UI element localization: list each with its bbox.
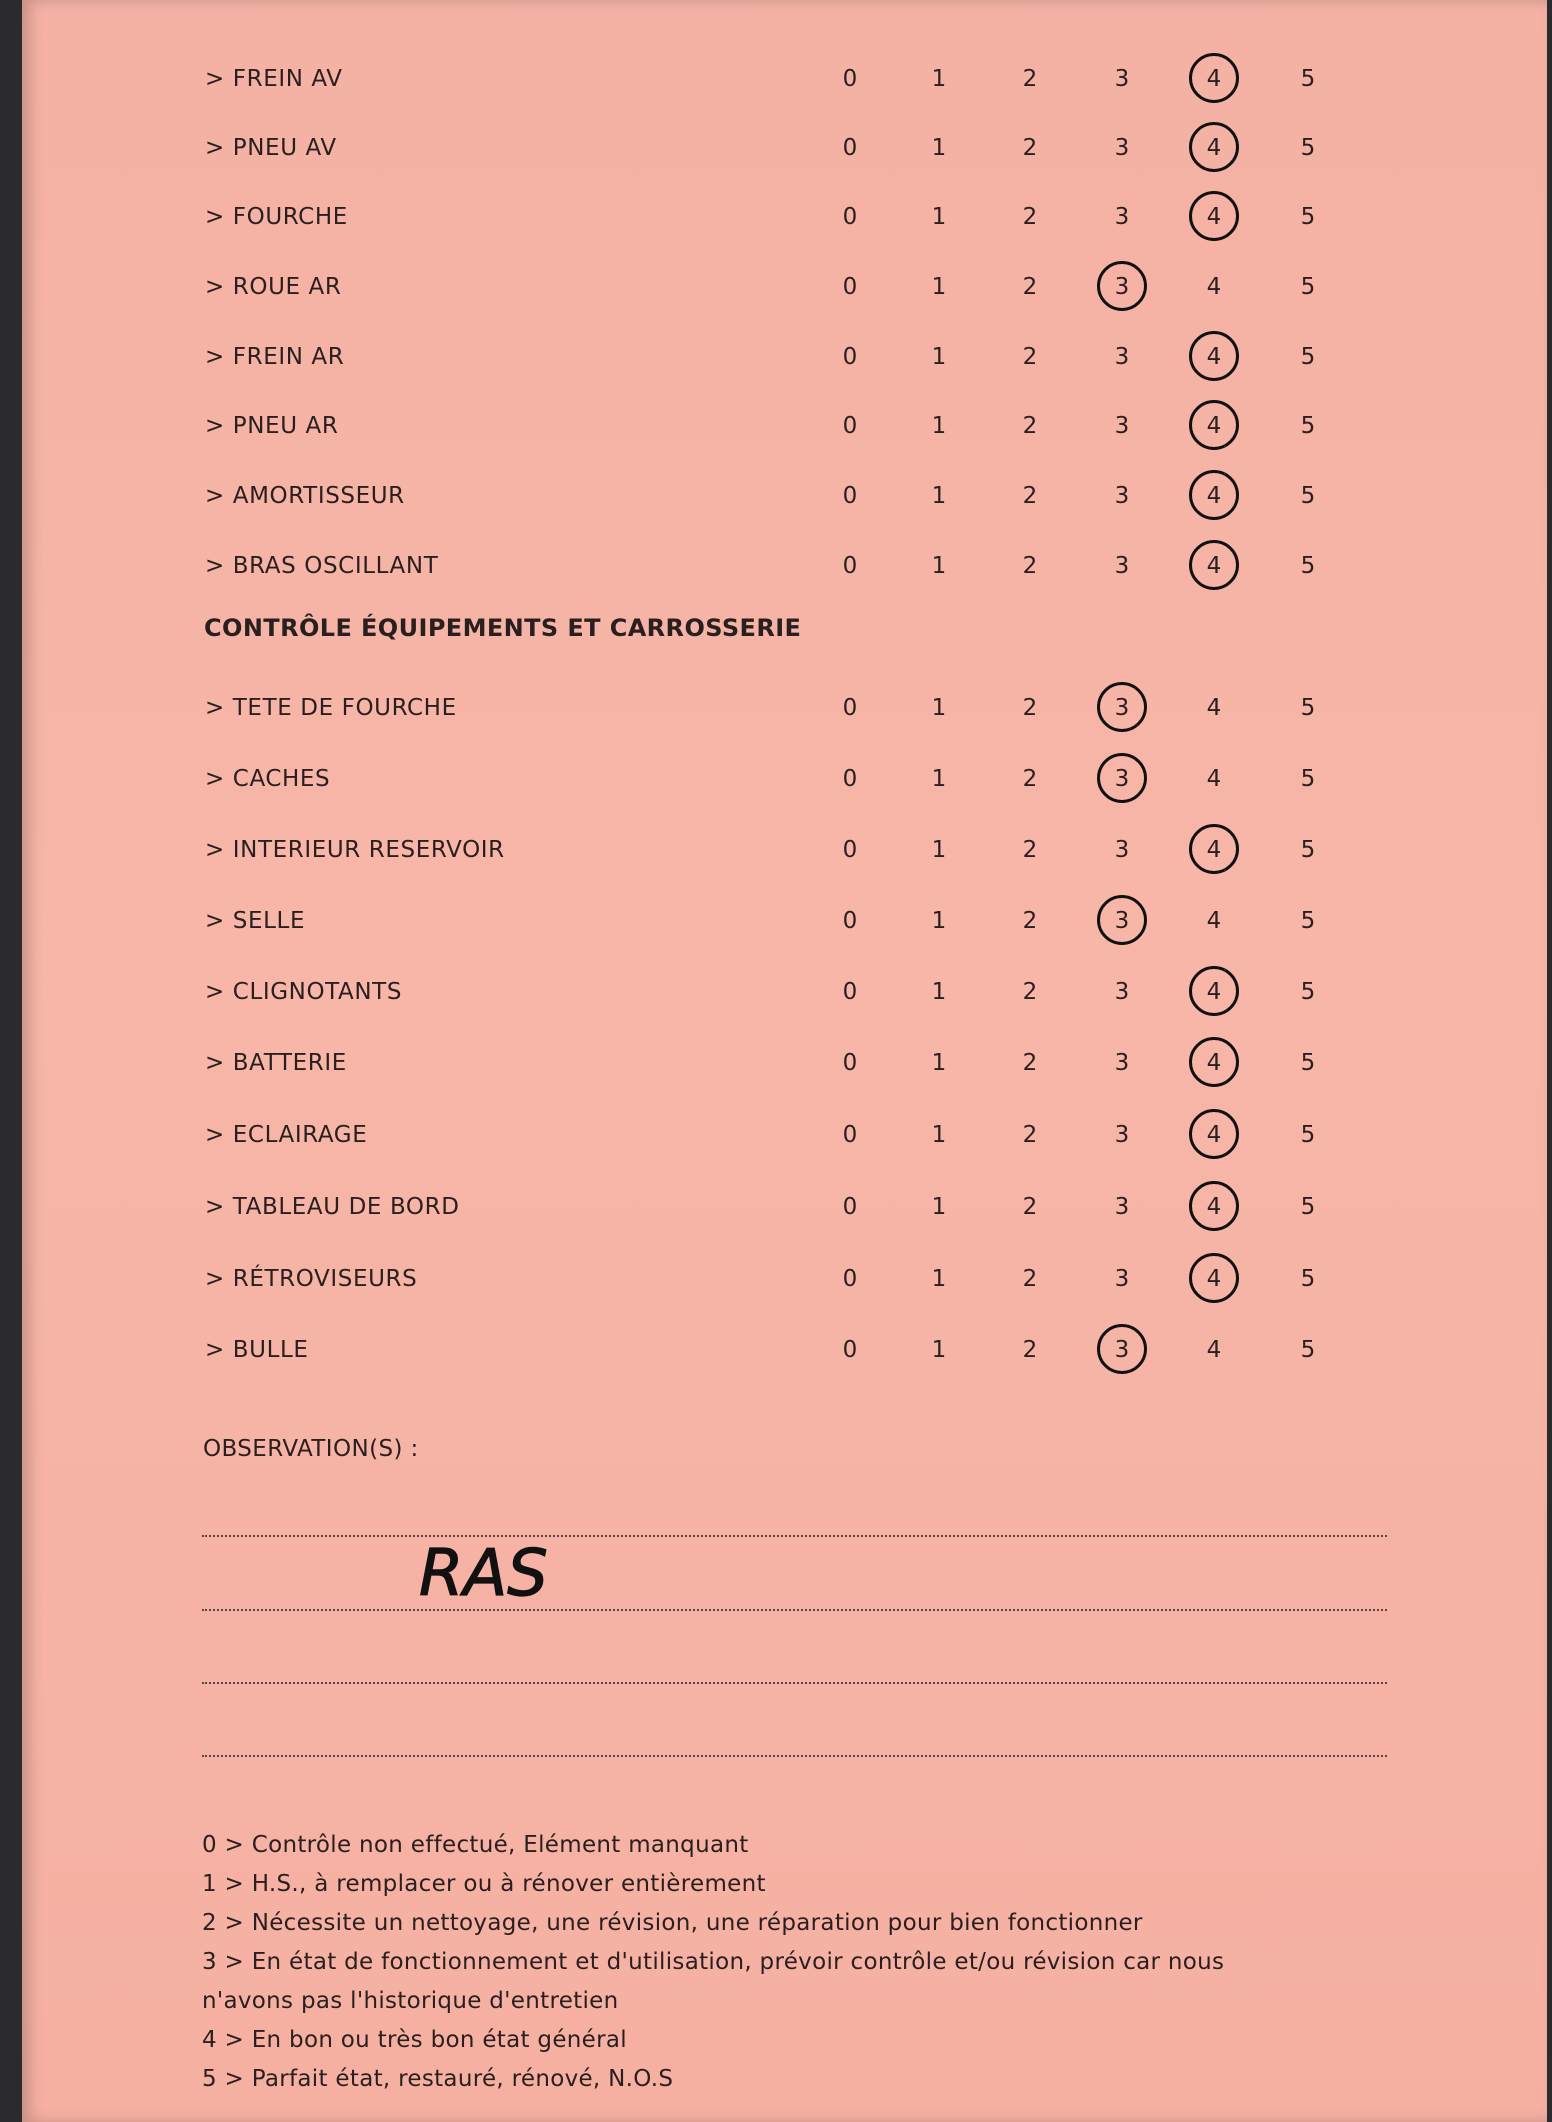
handwritten-observation-text: RAS xyxy=(419,1537,548,1611)
rating-row-label: > FREIN AV xyxy=(205,66,343,92)
rating-row-label: > PNEU AV xyxy=(205,135,337,161)
legend-line: 5 > Parfait état, restauré, rénové, N.O.S xyxy=(202,2066,674,2092)
score-option-5: 5 xyxy=(1300,66,1316,92)
score-option-2: 2 xyxy=(1022,1337,1038,1363)
rating-row xyxy=(22,898,1547,948)
score-option-0: 0 xyxy=(842,274,858,300)
score-option-2: 2 xyxy=(1022,1194,1038,1220)
score-option-1: 1 xyxy=(931,979,947,1005)
score-option-1: 1 xyxy=(931,1050,947,1076)
score-option-2: 2 xyxy=(1022,1050,1038,1076)
score-option-2: 2 xyxy=(1022,483,1038,509)
score-option-3: 3 xyxy=(1114,908,1130,934)
score-option-4: 4 xyxy=(1206,66,1222,92)
score-option-4: 4 xyxy=(1206,1122,1222,1148)
score-option-1: 1 xyxy=(931,1122,947,1148)
observation-line-4 xyxy=(202,1755,1387,1757)
score-option-1: 1 xyxy=(931,344,947,370)
handwritten-observation xyxy=(417,1525,557,1615)
score-option-3: 3 xyxy=(1114,204,1130,230)
rating-row xyxy=(22,264,1547,314)
score-option-1: 1 xyxy=(931,1337,947,1363)
score-option-3: 3 xyxy=(1114,1266,1130,1292)
rating-row-label: > RÉTROVISEURS xyxy=(205,1266,418,1292)
score-option-5: 5 xyxy=(1300,766,1316,792)
legend-line: n'avons pas l'historique d'entretien xyxy=(202,1988,619,2014)
rating-row xyxy=(22,543,1547,593)
rating-row-label: > CACHES xyxy=(205,766,331,792)
score-option-5: 5 xyxy=(1300,274,1316,300)
score-option-5: 5 xyxy=(1300,413,1316,439)
score-option-5: 5 xyxy=(1300,1050,1316,1076)
score-option-1: 1 xyxy=(931,908,947,934)
score-option-5: 5 xyxy=(1300,204,1316,230)
score-option-1: 1 xyxy=(931,837,947,863)
score-option-4: 4 xyxy=(1206,766,1222,792)
score-option-4: 4 xyxy=(1206,274,1222,300)
rating-row-label: > CLIGNOTANTS xyxy=(205,979,403,1005)
score-option-1: 1 xyxy=(931,483,947,509)
score-option-3: 3 xyxy=(1114,1194,1130,1220)
score-option-4: 4 xyxy=(1206,483,1222,509)
score-option-1: 1 xyxy=(931,413,947,439)
score-option-3: 3 xyxy=(1114,413,1130,439)
rating-row xyxy=(22,1112,1547,1162)
score-option-2: 2 xyxy=(1022,344,1038,370)
rating-row xyxy=(22,1184,1547,1234)
rating-row xyxy=(22,969,1547,1019)
score-option-1: 1 xyxy=(931,204,947,230)
score-option-0: 0 xyxy=(842,979,858,1005)
score-option-3: 3 xyxy=(1114,135,1130,161)
score-option-1: 1 xyxy=(931,135,947,161)
legend-line: 4 > En bon ou très bon état général xyxy=(202,2027,627,2053)
score-option-3: 3 xyxy=(1114,66,1130,92)
rating-row xyxy=(22,194,1547,244)
rating-row xyxy=(22,1256,1547,1306)
score-option-0: 0 xyxy=(842,483,858,509)
score-option-3: 3 xyxy=(1114,344,1130,370)
score-option-5: 5 xyxy=(1300,837,1316,863)
score-option-4: 4 xyxy=(1206,1194,1222,1220)
score-option-5: 5 xyxy=(1300,695,1316,721)
score-option-5: 5 xyxy=(1300,1194,1316,1220)
score-option-4: 4 xyxy=(1206,344,1222,370)
score-option-3: 3 xyxy=(1114,1050,1130,1076)
score-option-2: 2 xyxy=(1022,1266,1038,1292)
score-option-0: 0 xyxy=(842,1050,858,1076)
legend xyxy=(202,1826,1382,2099)
rating-row-label: > BULLE xyxy=(205,1337,309,1363)
rating-row xyxy=(22,473,1547,523)
score-option-4: 4 xyxy=(1206,1337,1222,1363)
score-option-2: 2 xyxy=(1022,908,1038,934)
score-option-3: 3 xyxy=(1114,1337,1130,1363)
rating-row-label: > TABLEAU DE BORD xyxy=(205,1194,460,1220)
score-option-4: 4 xyxy=(1206,413,1222,439)
score-option-0: 0 xyxy=(842,1122,858,1148)
score-option-1: 1 xyxy=(931,274,947,300)
score-option-5: 5 xyxy=(1300,344,1316,370)
score-option-2: 2 xyxy=(1022,553,1038,579)
score-option-0: 0 xyxy=(842,204,858,230)
score-option-4: 4 xyxy=(1206,695,1222,721)
rating-row-label: > ECLAIRAGE xyxy=(205,1122,368,1148)
score-option-1: 1 xyxy=(931,66,947,92)
score-option-1: 1 xyxy=(931,1194,947,1220)
observation-line-2 xyxy=(202,1609,1387,1611)
rating-row-label: > FREIN AR xyxy=(205,344,345,370)
score-option-3: 3 xyxy=(1114,274,1130,300)
score-option-2: 2 xyxy=(1022,979,1038,1005)
observation-line-3 xyxy=(202,1682,1387,1684)
rating-row-label: > BATTERIE xyxy=(205,1050,347,1076)
rating-row-label: > PNEU AR xyxy=(205,413,339,439)
rating-row-label: > FOURCHE xyxy=(205,204,348,230)
legend-line: 1 > H.S., à remplacer ou à rénover entièrement xyxy=(202,1871,766,1897)
observations-title: OBSERVATION(S) : xyxy=(203,1436,419,1462)
score-option-5: 5 xyxy=(1300,908,1316,934)
score-option-2: 2 xyxy=(1022,766,1038,792)
score-option-0: 0 xyxy=(842,344,858,370)
score-option-5: 5 xyxy=(1300,1266,1316,1292)
score-option-3: 3 xyxy=(1114,483,1130,509)
rating-row-label: > INTERIEUR RESERVOIR xyxy=(205,837,505,863)
rating-row-label: > SELLE xyxy=(205,908,306,934)
rating-row-label: > ROUE AR xyxy=(205,274,342,300)
score-option-1: 1 xyxy=(931,695,947,721)
score-option-5: 5 xyxy=(1300,979,1316,1005)
score-option-2: 2 xyxy=(1022,66,1038,92)
rating-row xyxy=(22,334,1547,384)
inspection-sheet xyxy=(22,0,1547,2122)
rating-row xyxy=(22,1040,1547,1090)
score-option-0: 0 xyxy=(842,1337,858,1363)
score-option-0: 0 xyxy=(842,695,858,721)
score-option-4: 4 xyxy=(1206,837,1222,863)
score-option-2: 2 xyxy=(1022,413,1038,439)
rating-row-label: > TETE DE FOURCHE xyxy=(205,695,457,721)
score-option-1: 1 xyxy=(931,1266,947,1292)
score-option-5: 5 xyxy=(1300,1337,1316,1363)
score-option-4: 4 xyxy=(1206,1050,1222,1076)
score-option-4: 4 xyxy=(1206,204,1222,230)
legend-line: 0 > Contrôle non effectué, Elément manquant xyxy=(202,1832,749,1858)
section-title-equipements: CONTRÔLE ÉQUIPEMENTS ET CARROSSERIE xyxy=(204,614,802,642)
score-option-0: 0 xyxy=(842,766,858,792)
score-option-3: 3 xyxy=(1114,553,1130,579)
rating-row-label: > AMORTISSEUR xyxy=(205,483,405,509)
score-option-3: 3 xyxy=(1114,766,1130,792)
rating-row xyxy=(22,685,1547,735)
score-option-5: 5 xyxy=(1300,1122,1316,1148)
score-option-4: 4 xyxy=(1206,1266,1222,1292)
rating-row-label: > BRAS OSCILLANT xyxy=(205,553,439,579)
legend-line: 3 > En état de fonctionnement et d'utilisation, prévoir contrôle et/ou révision car nous xyxy=(202,1949,1225,1975)
score-option-2: 2 xyxy=(1022,135,1038,161)
score-option-0: 0 xyxy=(842,135,858,161)
legend-line: 2 > Nécessite un nettoyage, une révision, une réparation pour bien fonctionner xyxy=(202,1910,1143,1936)
score-option-2: 2 xyxy=(1022,274,1038,300)
score-option-0: 0 xyxy=(842,908,858,934)
score-option-3: 3 xyxy=(1114,979,1130,1005)
score-option-3: 3 xyxy=(1114,837,1130,863)
score-option-4: 4 xyxy=(1206,979,1222,1005)
score-option-1: 1 xyxy=(931,553,947,579)
score-option-5: 5 xyxy=(1300,553,1316,579)
score-option-4: 4 xyxy=(1206,135,1222,161)
score-option-2: 2 xyxy=(1022,204,1038,230)
rating-row xyxy=(22,1327,1547,1377)
rating-row xyxy=(22,403,1547,453)
score-option-0: 0 xyxy=(842,413,858,439)
rating-row xyxy=(22,827,1547,877)
score-option-0: 0 xyxy=(842,66,858,92)
observation-line-1 xyxy=(202,1535,1387,1537)
score-option-5: 5 xyxy=(1300,135,1316,161)
score-option-0: 0 xyxy=(842,553,858,579)
score-option-3: 3 xyxy=(1114,1122,1130,1148)
score-option-5: 5 xyxy=(1300,483,1316,509)
score-option-3: 3 xyxy=(1114,695,1130,721)
score-option-2: 2 xyxy=(1022,1122,1038,1148)
rating-row xyxy=(22,56,1547,106)
score-option-0: 0 xyxy=(842,837,858,863)
score-option-2: 2 xyxy=(1022,837,1038,863)
score-option-2: 2 xyxy=(1022,695,1038,721)
score-option-0: 0 xyxy=(842,1266,858,1292)
rating-row xyxy=(22,125,1547,175)
rating-row xyxy=(22,756,1547,806)
score-option-4: 4 xyxy=(1206,908,1222,934)
score-option-0: 0 xyxy=(842,1194,858,1220)
score-option-4: 4 xyxy=(1206,553,1222,579)
score-option-1: 1 xyxy=(931,766,947,792)
